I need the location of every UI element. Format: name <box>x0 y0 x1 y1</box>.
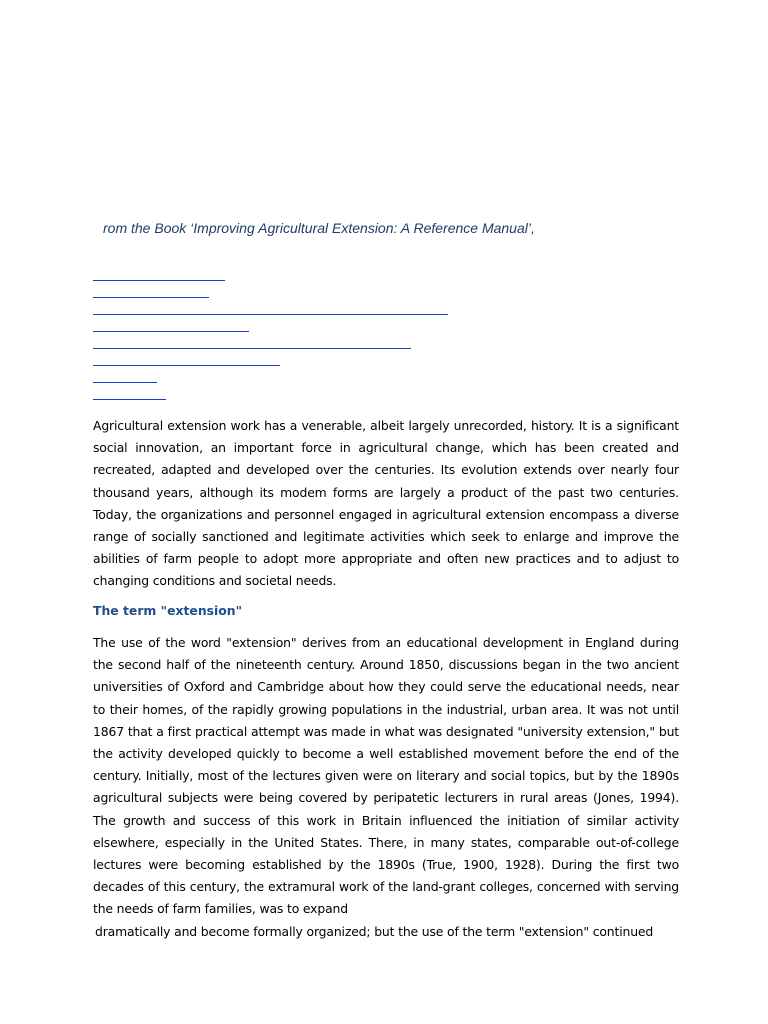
toc-link-5[interactable] <box>93 332 411 349</box>
toc-link-8[interactable] <box>93 383 166 400</box>
toc-link-3[interactable] <box>93 298 448 315</box>
intro-paragraph: Agricultural extension work has a venerable, albeit largely unrecorded, history. It is a significant social innovation, an important force in agricultural change, which has been created and recreated, adapted and developed over the centuries. Its evolution extends over nearly four thousand years, although its modem forms are largely a product of the past two centuries. Today, the organizations and personnel engaged in agricultural extension encompass a diverse range of socially sanctioned and legitimate activities which seek to enlarge and improve the abilities of farm people to adopt more appropriate and often new practices and to adjust to changing conditions and societal needs. <box>93 418 679 589</box>
toc-link-6[interactable] <box>93 349 280 366</box>
continued-line: dramatically and become formally organized; but the use of the term "extension" continued <box>95 924 654 939</box>
section-heading: The term "extension" <box>93 603 243 618</box>
toc-link-1[interactable] <box>93 264 225 281</box>
history-paragraph: The use of the word "extension" derives from an educational development in England during the second half of the nineteenth century. Around 1850, discussions began in the two ancient universities of Oxford and Cambridge about how they could serve the educational needs, near to their homes, of the rapidly growing populations in the industrial, urban area. It was not until 1867 that a first practical attempt was made in what was designated "university extension," but the activity developed quickly to become a well established movement before the end of the century. Initially, most of the lectures given were on literary and social topics, but by the 1890s agricultural subjects were being covered by peripatetic lecturers in rural areas (Jones, 1994). The growth and success of this work in Britain influenced the initiation of similar activity elsewhere, especially in the United States. There, in many states, comparable out-of-college lectures were becoming established by the 1890s (True, 1900, 1928). During the first two decades of this century, the extramural work of the land-grant colleges, concerned with serving the needs of farm families, was to expand <box>93 635 679 917</box>
toc-link-4[interactable] <box>93 315 249 332</box>
toc-link-2[interactable] <box>93 281 209 298</box>
table-of-contents-links <box>93 264 448 400</box>
source-citation: rom the Book ‘Improving Agricultural Extension: A Reference Manual’, <box>103 220 535 236</box>
toc-link-7[interactable] <box>93 366 157 383</box>
